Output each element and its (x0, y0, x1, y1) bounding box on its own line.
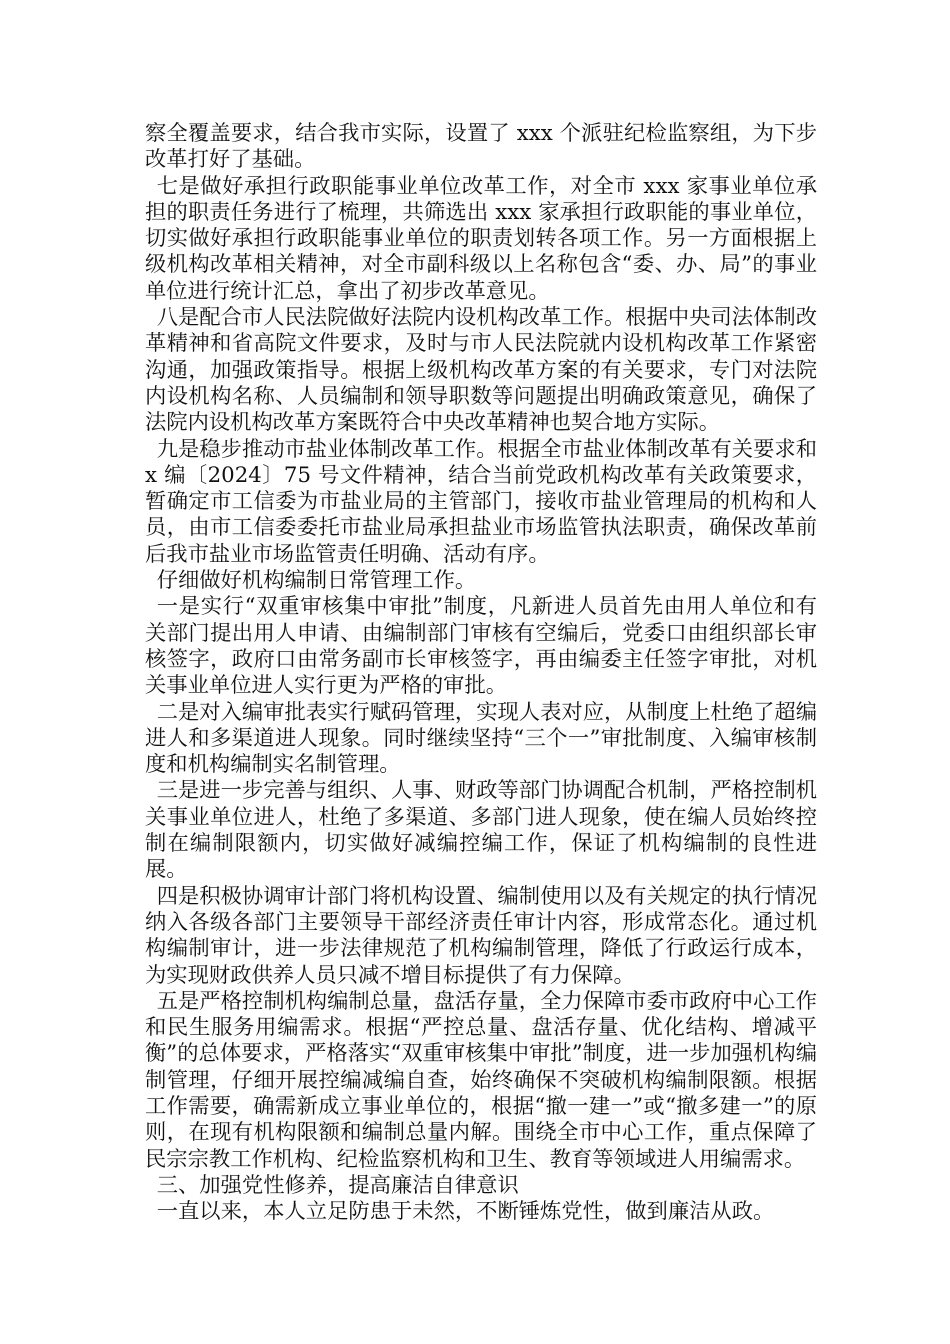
paragraph-item-nine: 九是稳步推动市盐业体制改革工作。根据全市盐业体制改革有关要求和 x 编〔2024〕75 号文件精神，结合当前党政机构改革有关政策要求，暂确定市工信委为市盐业局的主管部门，接收市盐业管理局的机构和人员，由市工信委委托市盐业局承担盐业市场监管执法职责，确保改革前后我市盐业市场监管责任明确、活动有序。 (145, 436, 817, 567)
paragraph-point-three: 三是进一步完善与组织、人事、财政等部门协调配合机制，严格控制机关事业单位进人，杜绝了多渠道、多部门进人现象，使在编人员始终控制在编制限额内，切实做好减编控编工作，保证了机构编制的良性进展。 (145, 778, 817, 883)
paragraph-item-seven: 七是做好承担行政职能事业单位改革工作，对全市 xxx 家事业单位承担的职责任务进行了梳理，共筛选出 xxx 家承担行政职能的事业单位，切实做好承担行政职能事业单位的职责划转各项工作。另一方面根据上级机构改革相关精神，对全市副科级以上名称包含“委、办、局”的事业单位进行统计汇总，拿出了初步改革意见。 (145, 173, 817, 304)
paragraph-closing: 一直以来，本人立足防患于未然，不断锤炼党性，做到廉洁从政。 (156, 1199, 775, 1225)
paragraph-point-two: 二是对入编审批表实行赋码管理，实现人表对应，从制度上杜绝了超编进人和多渠道进人现象。同时继续坚持“三个一”审批制度、入编审核制度和机构编制实名制管理。 (145, 699, 817, 778)
paragraph-point-five: 五是严格控制机构编制总量，盘活存量，全力保障市委市政府中心工作和民生服务用编需求。根据“严控总量、盘活存量、优化结构、增减平衡”的总体要求，严格落实“双重审核集中审批”制度，进一步加强机构编制管理，仔细开展控编减编自查，始终确保不突破机构编制限额。根据工作需要，确需新成立事业单位的，根据“撤一建一”或“撤多建一”的原则，在现有机构限额和编制总量内解。围绕全市中心工作，重点保障了民宗宗教工作机构、纪检监察机构和卫生、教育等领域进人用编需求。 (145, 988, 817, 1172)
paragraph-item-eight: 八是配合市人民法院做好法院内设机构改革工作。根据中央司法体制改革精神和省高院文件要求，及时与市人民法院就内设机构改革工作紧密沟通，加强政策指导。根据上级机构改革方案的有关要求，专门对法院内设机构名称、人员编制和领导职数等问题提出明确政策意见，确保了法院内设机构改革方案既符合中央改革精神也契合地方实际。 (145, 305, 817, 436)
section-heading-three: 三、加强党性修养，提高廉洁自律意识 (156, 1172, 519, 1198)
paragraph-point-one: 一是实行“双重审核集中审批”制度，凡新进人员首先由用人单位和有关部门提出用人申请、由编制部门审核有空编后，党委口由组织部长审核签字，政府口由常务副市长审核签字，再由编委主任签字审批，对机关事业单位进人实行更为严格的审批。 (145, 594, 817, 699)
document-body (145, 121, 817, 1225)
section-heading-daily-management: 仔细做好机构编制日常管理工作。 (156, 568, 477, 594)
paragraph-continuation: 察全覆盖要求，结合我市实际，设置了 xxx 个派驻纪检监察组，为下步改革打好了基础。 (145, 121, 817, 173)
paragraph-point-four: 四是积极协调审计部门将机构设置、编制使用以及有关规定的执行情况纳入各级各部门主要领导干部经济责任审计内容，形成常态化。通过机构编制审计，进一步法律规范了机构编制管理，降低了行政运行成本，为实现财政供养人员只减不增目标提供了有力保障。 (145, 883, 817, 988)
